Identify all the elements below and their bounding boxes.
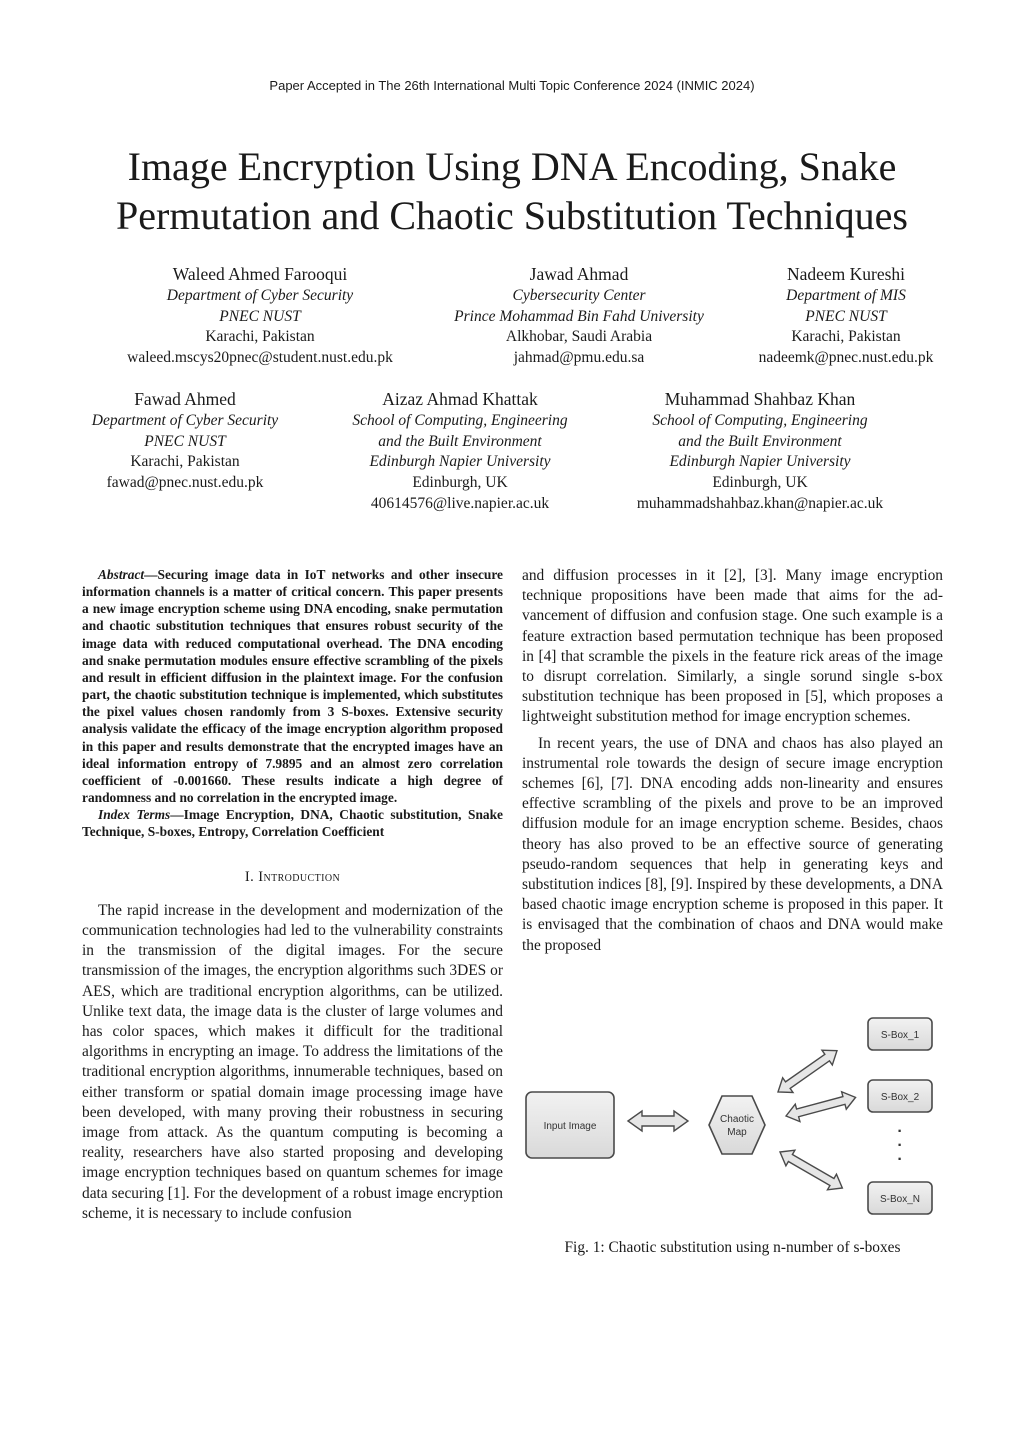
author-name: Nadeem Kureshi: [786, 264, 906, 284]
author-block: [330, 388, 590, 515]
index-terms: [82, 806, 503, 840]
author-block: [429, 263, 729, 369]
author-department: Department of Cyber Security: [166, 287, 354, 304]
ellipsis-dot: ·: [897, 1123, 903, 1140]
ellipsis-dot: ·: [897, 1151, 903, 1168]
chaotic-map-label-line2: Map: [727, 1127, 747, 1138]
author-department: Department of Cyber Security: [91, 412, 279, 429]
ellipsis-dots: [897, 1123, 902, 1168]
right-column: [522, 566, 943, 956]
author-name: Muhammad Shahbaz Khan: [664, 389, 856, 409]
abstract: [82, 566, 503, 806]
left-column: [82, 566, 503, 1224]
author-name: Waleed Ahmed Farooqui: [172, 264, 348, 284]
author-block: [748, 263, 944, 369]
section-title: Introduction: [258, 868, 341, 885]
double-arrow-icon: [628, 1111, 688, 1131]
author-university: Edinburgh Napier University: [669, 453, 851, 471]
author-block: [119, 263, 401, 369]
double-arrow-icon: [776, 1144, 847, 1196]
abstract-text: —Securing image data in IoT networks and other insecure information channels is a matter of critical concern. This paper presents a new image encryption scheme using DNA encoding, snake permutation and chaotic substitution techniques that ensures robust security of the image data with reduced computational overhead. The DNA encoding and snake permutation modules ensure effective scrambling of the pixels and result in efficient diffusion in the plaintext image. For the confusion part, the chaotic substitution technique is implemented, which substitutes the pixel values chosen randomly from 3 S-boxes. Extensive security analysis validate the efficacy of the image encryption algorithm proposed in this paper and results demonstrate that the encrypted images have an ideal information entropy of 7.9895 and an almost zero correlation coefficient of -0.001660. These results indicate a high degree of randomness and no correlation in the encrypted image.: [82, 567, 503, 806]
sbox-1-box: [868, 1018, 932, 1050]
sbox-n-box: [868, 1182, 932, 1214]
sbox-2-label: S-Box_2: [880, 1092, 920, 1103]
author-location: Karachi, Pakistan: [791, 328, 901, 346]
intro-paragraph-1-continued: and diffusion processes in it [2], [3]. Many image encryption technique propositions have been made that aims for the advancement of diffusion and confusion stage. One such example is a feature extraction based permutation technique has been proposed in [4] that scramble the pixels in the feature rick areas of the image to disrupt correlation. Similarly, a single sorund single s-box substitution technique has been proposed in [5], which proposes a lightweight substitution method for image encryption schemes.: [522, 567, 943, 726]
author-organization: PNEC NUST: [219, 307, 301, 325]
author-location: Edinburgh, UK: [412, 474, 508, 492]
input-image-box: [526, 1092, 614, 1158]
index-terms-text: —Image Encryption, DNA, Chaotic substitution, Snake Technique, S-boxes, Entropy, Correlation Coefficient: [82, 807, 503, 840]
author-university: Edinburgh Napier University: [369, 453, 551, 471]
author-email: jahmad@pmu.edu.sa: [513, 349, 645, 367]
index-terms-label: Index Terms: [98, 807, 171, 823]
author-name: Jawad Ahmad: [529, 264, 629, 284]
author-block: [70, 388, 300, 494]
section-heading-introduction: [82, 867, 503, 887]
sbox-n-label: S-Box_N: [879, 1194, 921, 1205]
section-number: I.: [244, 868, 255, 885]
author-email: nadeemk@pnec.nust.edu.pk: [758, 349, 934, 367]
author-location: Edinburgh, UK: [712, 474, 808, 492]
abstract-label: Abstract: [98, 567, 145, 582]
chaotic-map-label-line1: Chaotic: [720, 1114, 754, 1125]
author-email: waleed.mscys20pnec@student.nust.edu.pk: [127, 349, 393, 367]
author-organization: and the Built Environment: [678, 432, 842, 450]
author-organization: PNEC NUST: [805, 307, 887, 325]
intro-paragraph-2: In recent years, the use of DNA and chaos has also played an instrumental role towards the design of secure image encryption schemes [6], [7]. DNA encoding adds non-linearity and ensures effective scrambling of the pixels and prove to be an improved diffusion module for an image encryption scheme. Besides, chaos theory has also proved to be an effective source of generating pseudo-random sequences that help in generating keys and substitution indices [8], [9]. Inspired by these developments, a DNA based chaotic image encryption scheme is proposed in this paper. It is envisaged that the combination of chaos and DNA would make the proposed: [522, 734, 943, 954]
figure-1-caption: Fig. 1: Chaotic substitution using n-number of s-boxes: [564, 1239, 901, 1256]
intro-paragraph-1: The rapid increase in the development and modernization of the communication technologies had led to the vulnerability constraints in the transmission of the digital images. For the secure transmission of the images, the encryption algorithms such 3DES or AES, which are traditional encryption algorithms, can be utilized. Unlike text data, the image data is the cluster of large volumes and has color spaces, which makes it difficult for the traditional algorithms in encrypting an image. To address the limitations of the traditional encryption algorithms, innumerable techniques, based on either transform or spatial domain image processing image have been developed, with many proving their robustness in securing image from attack. As the quantum computing is becoming a reality, researchers have also started proposing and developing image encryption techniques based on quantum schemes for image data securing [1]. For the development of a robust image encryption scheme, it is necessary to include confusion: [82, 901, 503, 1222]
author-organization: and the Built Environment: [378, 432, 542, 450]
author-location: Karachi, Pakistan: [130, 453, 240, 471]
author-email: fawad@pnec.nust.edu.pk: [106, 474, 264, 492]
author-email: muhammadshahbaz.khan@napier.ac.uk: [636, 494, 884, 512]
author-email: 40614576@live.napier.ac.uk: [370, 494, 550, 512]
author-name: Fawad Ahmed: [134, 389, 236, 409]
chaotic-map-hexagon: [709, 1096, 765, 1154]
author-department: Cybersecurity Center: [512, 287, 646, 304]
double-arrow-icon: [784, 1089, 858, 1125]
double-arrow-icon: [773, 1043, 842, 1099]
figure-1-diagram: [522, 1008, 944, 1243]
author-name: Aizaz Ahmad Khattak: [382, 389, 538, 409]
author-department: Department of MIS: [786, 287, 906, 304]
author-organization: PNEC NUST: [144, 432, 226, 450]
paper-title: Image Encryption Using DNA Encoding, Snake Permutation and Chaotic Substitution Techniques: [116, 144, 908, 238]
sbox-1-label: S-Box_1: [880, 1030, 920, 1041]
input-image-label: Input Image: [543, 1121, 597, 1132]
author-location: Karachi, Pakistan: [205, 328, 315, 346]
author-block: [620, 388, 900, 515]
ellipsis-dot: ·: [897, 1137, 903, 1154]
author-department: School of Computing, Engineering: [652, 412, 868, 429]
author-organization: Prince Mohammad Bin Fahd University: [454, 307, 704, 325]
conference-note: Paper Accepted in The 26th International Multi Topic Conference 2024 (INMIC 2024): [269, 78, 755, 93]
author-department: School of Computing, Engineering: [352, 412, 568, 429]
author-location: Alkhobar, Saudi Arabia: [505, 328, 653, 346]
sbox-2-box: [868, 1080, 932, 1112]
